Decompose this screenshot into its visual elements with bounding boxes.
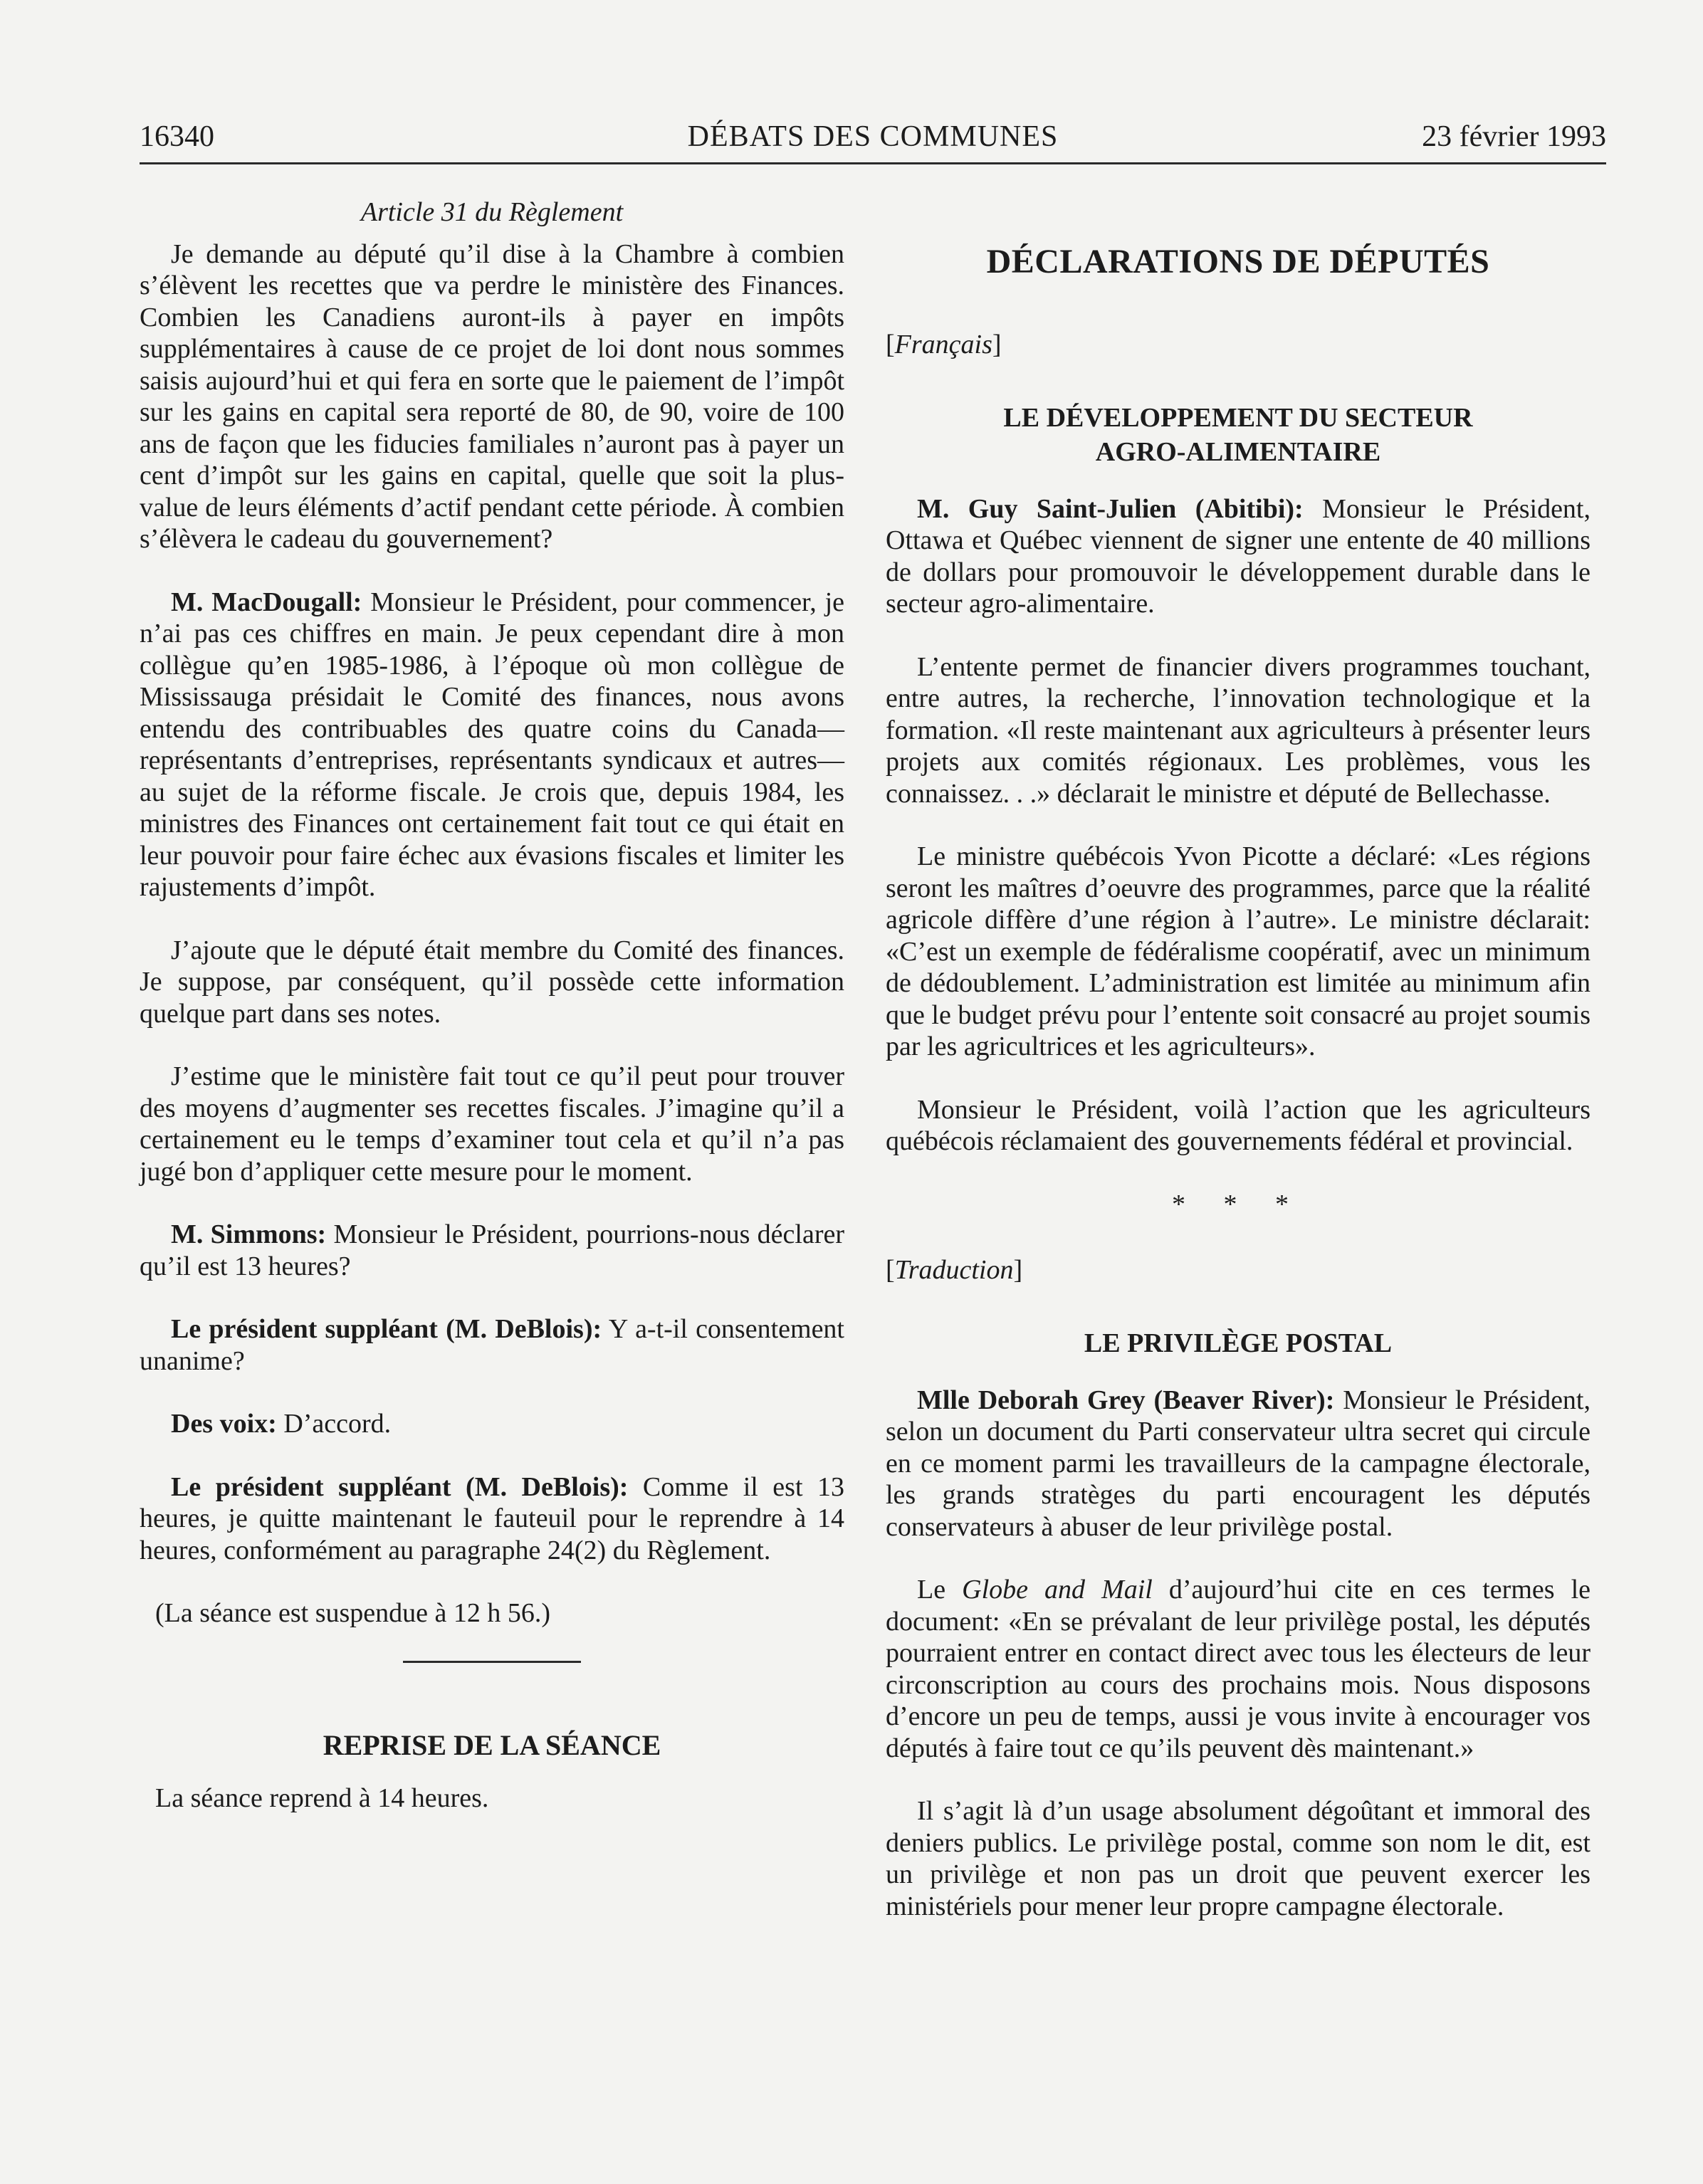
suspension-note: (La séance est suspendue à 12 h 56.) — [155, 1598, 551, 1628]
statement-heading: LE DÉVELOPPEMENT DU SECTEUR AGRO-ALIMENTAIRE — [1003, 402, 1473, 467]
speaker-name: Le président suppléant (M. DeBlois): — [171, 1471, 629, 1502]
speech-paragraph — [886, 1385, 1591, 1543]
section-heading: REPRISE DE LA SÉANCE — [323, 1728, 661, 1761]
paragraph: Il s’agit là d’un usage absolument dégoûtant et immoral des deniers publics. Le privilège postal, comme son nom le dit, est un privilège et non pas un droit que peuvent exercer les ministériels pour mener leur propre campagne électorale. — [886, 1796, 1591, 1921]
speech-text: Monsieur le Président, pour commencer, je n’ai pas ces chiffres en main. Je peux cependant dire à mon collègue qu’en 1985-1986, à l’époque où mon collègue de Mississauga présidait le Comité des finances, nous avons entendu des contribuables des quatre coins du Canada—représentants d’entreprises, représentants syndicaux et autres—au sujet de la réforme fiscale. Je crois que, depuis 1984, les ministres des Finances ont certainement fait tout ce qui était en leur pouvoir pour faire échec aux évasions fiscales et limiter les rajustements d’impôt. — [140, 587, 845, 902]
speech-paragraph — [140, 587, 844, 903]
speech-text: D’accord. — [283, 1409, 392, 1439]
running-header — [140, 120, 1606, 162]
page-number: 16340 — [140, 120, 214, 153]
speech-paragraph — [140, 1313, 844, 1377]
resumption-note: La séance reprend à 14 heures. — [155, 1783, 489, 1813]
language-tag: [Traduction] — [886, 1255, 1023, 1285]
speaker-name: Des voix: — [171, 1409, 277, 1439]
paragraph: L’entente permet de financier divers programmes touchant, entre autres, la recherche, l’innovation technologique et la formation. «Il reste maintenant aux agriculteurs à présenter leurs projets aux comités régionaux. Les problèmes, vous les connaissez. . .» déclarait le ministre et député de Bellechasse. — [886, 651, 1591, 809]
speech-text: Comme il est 13 heures, je quitte maintenant le fauteuil pour le reprendre à 14 heures, conformément au paragraphe 24(2) du Règlement. — [140, 1471, 845, 1565]
statement-heading: LE PRIVILÈGE POSTAL — [1084, 1328, 1393, 1358]
language-tag: [Français] — [886, 330, 1002, 359]
speech-paragraph — [140, 1471, 844, 1567]
section-separator — [403, 1661, 581, 1663]
stars-divider: * * * — [1172, 1189, 1304, 1219]
speech-text: Monsieur le Président, Ottawa et Québec viennent de signer une entente de 40 millions de dollars pour promouvoir le développement durable dans le secteur agro-alimentaire. — [886, 493, 1591, 619]
speaker-name: M. Simmons: — [171, 1219, 327, 1249]
speech-paragraph — [886, 493, 1591, 620]
left-column — [140, 191, 844, 1846]
speech-paragraph — [140, 1408, 844, 1440]
publication-date: 23 février 1993 — [1422, 120, 1606, 153]
paragraph: Monsieur le Président, voilà l’action que les agriculteurs québécois réclamaient des gouvernements fédéral et provincial. — [886, 1094, 1591, 1156]
publication-title: DÉBATS DES COMMUNES — [687, 120, 1059, 153]
article-reference: Article 31 du Règlement — [360, 197, 624, 227]
section-title: DÉCLARATIONS DE DÉPUTÉS — [986, 243, 1490, 280]
speech-paragraph — [140, 1219, 844, 1282]
newspaper-name: Globe and Mail — [962, 1575, 1153, 1605]
speech-text: Y a-t-il consentement unanime? — [140, 1314, 844, 1376]
paragraph: J’estime que le ministère fait tout ce qu’il peut pour trouver des moyens d’augmenter ses recettes fiscales. J’imagine qu’il a certainement eu le temps d’examiner tout cela et qu’il n’a pas jugé bon d’appliquer cette mesure pour le moment. — [140, 1061, 844, 1187]
paragraph: J’ajoute que le député était membre du Comité des finances. Je suppose, par conséquent, qu’il possède cette information quelque part dans ses notes. — [140, 935, 844, 1029]
speaker-name: Le président suppléant (M. DeBlois): — [171, 1314, 602, 1344]
paragraph: Le Globe and Mail d’aujourd’hui cite en ces termes le document: «En se prévalant de leur privilège postal, les députés pourraient entrer en contact direct avec tous les électeurs de leur circonscription au cours des prochains mois. Nous disposons d’encore un peu de temps, aussi je vous invite à encourager vos députés à faire tout ce qu’ils peuvent dès maintenant.» — [886, 1575, 1591, 1763]
paragraph: Le ministre québécois Yvon Picotte a déclaré: «Les régions seront les maîtres d’oeuvre des programmes, parce que la réalité agricole diffère d’une région à l’autre». Le ministre déclarait: «C’est un exemple de fédéralisme coopératif, avec un minimum de dédoublement. L’administration est limitée au minimum afin que le budget prévu pour l’entente soit consacré au projet soumis par les agricultrices et les agriculteurs». — [886, 841, 1591, 1061]
right-column — [886, 191, 1591, 1953]
speaker-name: Mlle Deborah Grey (Beaver River): — [917, 1385, 1335, 1415]
speech-text: Monsieur le Président, selon un document du Parti conservateur ultra secret qui circule en ce moment parmi les travailleurs de la campagne électorale, les grands stratèges du parti encouragent les députés conservateurs à abuser de leur privilège postal. — [886, 1385, 1591, 1542]
paragraph: Je demande au député qu’il dise à la Chambre à combien s’élèvent les recettes que va perdre le ministère des Finances. Combien les Canadiens auront-ils à payer en impôts supplémentaires à cause de ce projet de loi dont nous sommes saisis aujourd’hui et qui fera en sorte que le paiement de l’impôt sur les gains en capital sera reporté de 80, de 90, voire de 100 ans de façon que les fiducies familiales n’auront pas à payer un cent d’impôt sur les gains en capital, quelle que soit la plus-value de leurs éléments d’actif pendant cette période. À combien s’élèvera le cadeau du gouvernement? — [140, 238, 844, 554]
speaker-name: M. Guy Saint-Julien (Abitibi): — [917, 493, 1304, 524]
speaker-name: M. MacDougall: — [171, 587, 362, 617]
header-rule — [140, 162, 1606, 164]
speech-text: Monsieur le Président, pourrions-nous déclarer qu’il est 13 heures? — [140, 1219, 845, 1281]
